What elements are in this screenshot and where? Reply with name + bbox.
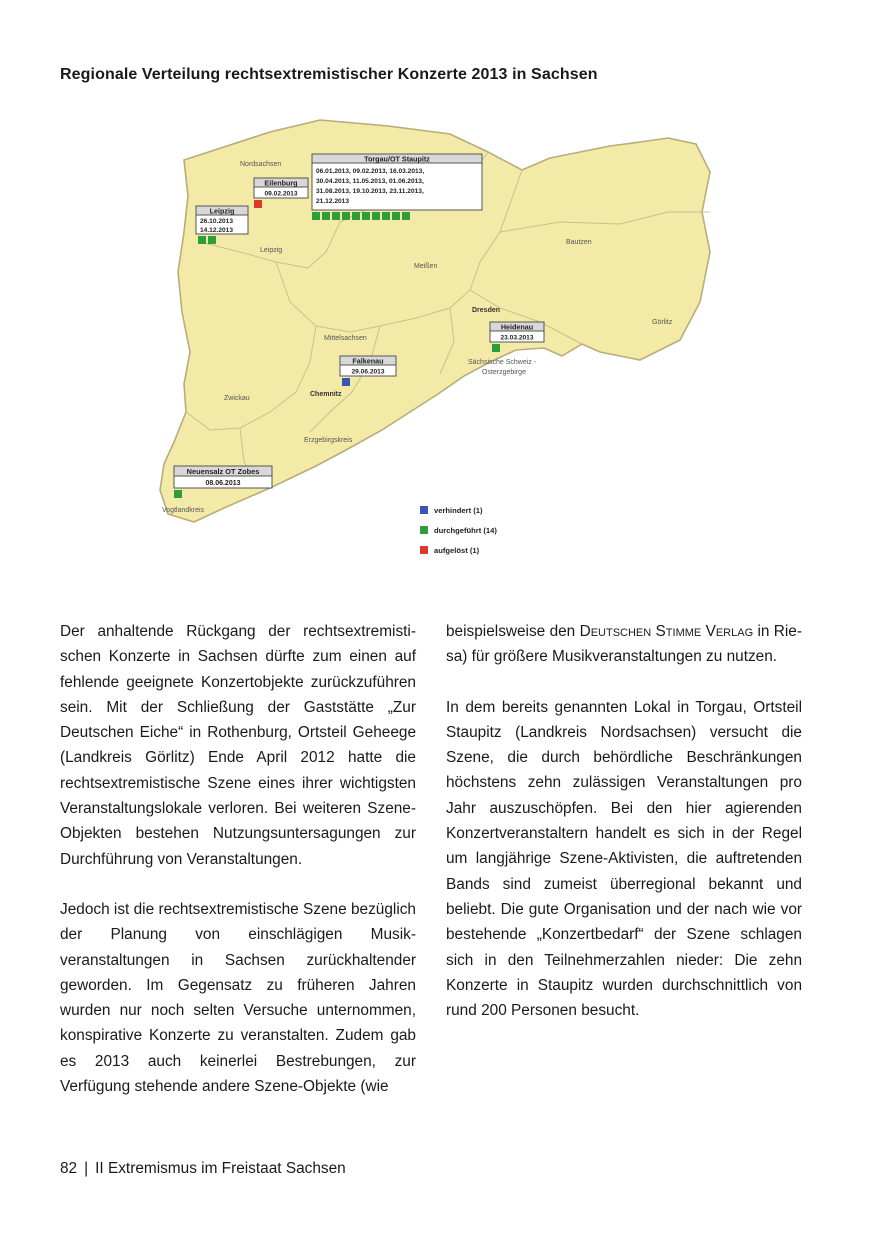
callout-leipzig-line: 14.12.2013 bbox=[200, 227, 234, 234]
region-zwickau: Zwickau bbox=[224, 395, 250, 402]
marker-durchgefuehrt bbox=[372, 212, 380, 220]
marker-durchgefuehrt bbox=[322, 212, 330, 220]
callout-falkenau-date: 29.06.2013 bbox=[351, 368, 385, 376]
region-chemnitz: Chemnitz bbox=[310, 391, 342, 398]
marker-durchgefuehrt bbox=[362, 212, 370, 220]
marker-durchgefuehrt bbox=[332, 212, 340, 220]
region-leipzig: Leipzig bbox=[260, 247, 283, 254]
publisher-name: Deutschen Stimme Verlag bbox=[579, 623, 754, 640]
marker-aufgeloest bbox=[254, 200, 262, 208]
region-saechsische-schweiz: Sächsische Schweiz - bbox=[468, 359, 537, 366]
paragraph: Jedoch ist die rechtsextremistische Szene bezüglich der Planung von einschlägigen Musikveranstaltungen in Sachsen zurückhaltender geworden. Im Gegensatz zu früheren Jahren wurden nur noch selten Versuche unternommen, konspirative Konzerte zu veranstalten. Zudem gab es 2013 auch keinerlei Bestrebungen, zur Verfügung stehende andere Szene-Objekte (wie bbox=[60, 900, 416, 1096]
callout-torgau-line: 30.04.2013, 11.05.2013, 01.06.2013, bbox=[316, 178, 424, 185]
legend-verhindert-swatch bbox=[420, 506, 428, 514]
region-vogtlandkreis: Vogtlandkreis bbox=[162, 507, 205, 514]
callout-heidenau-title: Heidenau bbox=[500, 322, 534, 332]
callout-torgau-line: 21.12.2013 bbox=[316, 198, 350, 205]
callout-heidenau-date: 23.03.2013 bbox=[500, 334, 534, 342]
legend-aufgeloest-swatch bbox=[420, 546, 428, 554]
region-bautzen: Bautzen bbox=[566, 239, 592, 246]
marker-verhindert bbox=[342, 378, 350, 386]
legend-durchgefuehrt-swatch bbox=[420, 526, 428, 534]
marker-durchgefuehrt bbox=[198, 236, 206, 244]
footer-section: II Extremismus im Freistaat Sachsen bbox=[95, 1160, 346, 1177]
callout-torgau-line: 06.01.2013, 09.02.2013, 16.03.2013, bbox=[316, 168, 425, 175]
region-mittelsachsen: Mittelsachsen bbox=[324, 335, 367, 342]
legend-verhindert: verhindert (1) bbox=[434, 506, 483, 515]
marker-durchgefuehrt bbox=[342, 212, 350, 220]
callout-eilenburg-date: 09.02.2013 bbox=[264, 190, 298, 198]
callout-torgau-title: Torgau/OT Staupitz bbox=[364, 154, 430, 164]
page-footer bbox=[60, 1160, 346, 1178]
callout-torgau-line: 31.08.2013, 19.10.2013, 23.11.2013, bbox=[316, 188, 424, 195]
region-osterzgebirge: Osterzgebirge bbox=[482, 369, 526, 376]
page-number: 82 bbox=[60, 1160, 78, 1177]
legend-durchgefuehrt: durchgeführt (14) bbox=[434, 526, 497, 535]
marker-durchgefuehrt bbox=[492, 344, 500, 352]
marker-durchgefuehrt bbox=[174, 490, 182, 498]
callout-neuensalz-title: Neuensalz OT Zobes bbox=[186, 467, 260, 476]
region-erzgebirgskreis: Erzgebirgskreis bbox=[304, 437, 353, 444]
legend-aufgeloest: aufgelöst (1) bbox=[434, 546, 480, 555]
text-column-right bbox=[446, 619, 802, 1048]
marker-durchgefuehrt bbox=[402, 212, 410, 220]
figure-heading: Regionale Verteilung rechtsextremistischer Konzerte 2013 in Sachsen bbox=[60, 66, 598, 83]
marker-durchgefuehrt bbox=[392, 212, 400, 220]
callout-leipzig-title: Leipzig bbox=[209, 206, 235, 216]
footer-separator: | bbox=[84, 1160, 89, 1177]
text-column-left bbox=[60, 619, 416, 1124]
paragraph bbox=[446, 619, 802, 670]
paragraph: In dem bereits genannten Lokal in Torgau, Ortsteil Staupitz (Landkreis Nordsachsen) versucht die Szene, die durch behördliche Beschränkungen höchstens zehn zulässigen Veranstaltungen pro Jahr auszuschöpfen. Bei den hier agierenden Konzertveranstaltern handelt es sich in der Regel um langjährige Szene-Aktivisten, die auftretenden Bands sind zumeist überregional bekannt und beliebt. Die gute Organisation und der nach wie vor bestehende „Konzertbedarf“ der Szene schlagen sich in den Teilnehmerzahlen nieder: Die zehn Konzerte in Staupitz wurden durchschnittlich von rund 200 Personen besucht. bbox=[446, 698, 802, 1020]
callout-eilenburg-title: Eilenburg bbox=[264, 178, 298, 188]
region-goerlitz: Görlitz bbox=[652, 319, 673, 326]
callout-falkenau-title: Falkenau bbox=[352, 356, 384, 366]
paragraph: Der anhaltende Rückgang der rechtsextremistischen Konzerte in Sachsen dürfte zum einen auf fehlende geeignete Konzertobjekte zurückzuführen sein. Mit der Schließung der Gaststätte „Zur Deutschen Eiche“ in Rothenburg, Ortsteil Geheege (Landkreis Görlitz) Ende April 2012 hatte die rechtsextremistische Szene eines ihrer wichtigsten Veranstaltungslokale verloren. Bei weiteren Szene-Objekten bestehen Nutzungsuntersagungen zur Durchführung von Veranstaltungen. bbox=[60, 623, 416, 868]
paragraph-text: beispielsweise den bbox=[446, 623, 580, 640]
saxony-concert-map bbox=[120, 112, 752, 590]
region-nordsachsen: Nordsachsen bbox=[240, 161, 282, 168]
paragraph-text: in Riesa) für größere Musikveranstaltungen zu nutzen. bbox=[446, 623, 802, 666]
marker-durchgefuehrt bbox=[352, 212, 360, 220]
callout-neuensalz-date: 08.06.2013 bbox=[205, 480, 241, 487]
map-legend bbox=[420, 506, 497, 555]
region-dresden: Dresden bbox=[472, 307, 501, 314]
region-meissen: Meißen bbox=[414, 263, 438, 270]
marker-durchgefuehrt bbox=[312, 212, 320, 220]
callout-leipzig-line: 26.10.2013 bbox=[200, 218, 234, 225]
callout-torgau bbox=[312, 154, 482, 220]
marker-durchgefuehrt bbox=[382, 212, 390, 220]
marker-durchgefuehrt bbox=[208, 236, 216, 244]
